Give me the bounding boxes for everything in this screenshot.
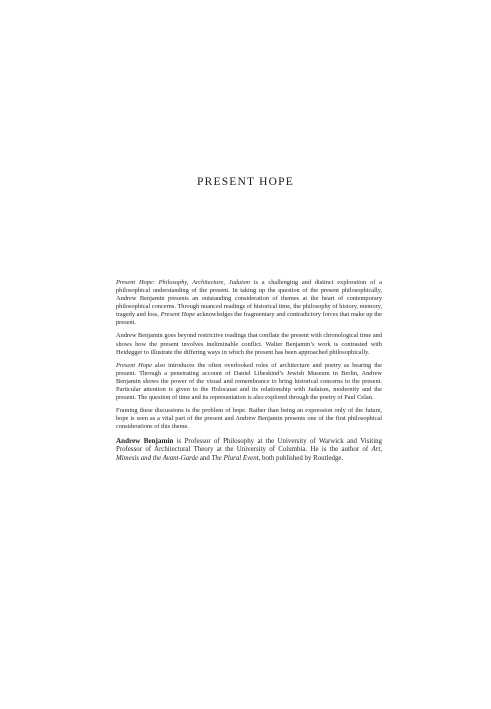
bio-text-a: is Professor of Philosophy at the University of Warwick and Visiting Professor of Architectural Theory at the University of Columbia. He is the author of [116,437,382,454]
other-book-2: The Plural Event [211,454,259,462]
book-short-title: Present Hope [160,311,196,319]
page-title: PRESENT HOPE [197,176,294,188]
blurb-text [116,279,382,469]
author-name: Andrew Benjamin [116,436,174,445]
other-book-1: Art, Mimesis and the Avant-Garde [116,446,382,462]
paragraph-architecture [116,362,382,402]
book-title: Present Hope: Philosophy, Architecture, Judaism [116,279,250,286]
architecture-text: also introduces the often overlooked roles of architecture and poetry as bearing the present. Through a penetrating account of Daniel Libeskind’s Jewish Museum in Berlin, Andrew Benjamin shows the power of the visual and remembrance to bring historical concerns to the present. Particular attention is given to the Holocaust and its relationship with Judaism, modernity and the present. The question of time and its representation is also explored through the poetry of Paul Celan. [116,361,382,401]
bio-text-b: and [198,454,212,462]
book-short-title: Present Hope [116,361,152,369]
paragraph-hope: Framing these discussions is the problem of hope. Rather than being an expression only of the future, hope is seen as a vital part of the present and Andrew Benjamin presents one of the first philosophical considerations of this theme. [116,407,382,431]
paragraph-present: Andrew Benjamin goes beyond restrictive readings that conflate the present with chronological time and shows how the present involves ineliminable conflict. Walter Benjamin’s work is contrasted with Heidegger to illustrate the differing ways in which the present has been approached philosophically. [116,332,382,356]
paragraph-intro [116,279,382,327]
paragraph-author-bio [116,437,382,464]
intro-text-b: acknowledges the fragmentary and contradictory forces that make up the present. [116,311,382,327]
intro-text-a: is a challenging and distinct exploration of a philosophical understanding of the present. In taking up the question of the present philosophically, Andrew Benjamin presents an outstanding consideration of themes at the heart of contemporary philosophical concerns. Through nuanced readings of historical time, the philosophy of history, memory, tragedy and loss, [116,279,382,319]
bio-text-c: , both published by Routledge. [258,454,344,462]
